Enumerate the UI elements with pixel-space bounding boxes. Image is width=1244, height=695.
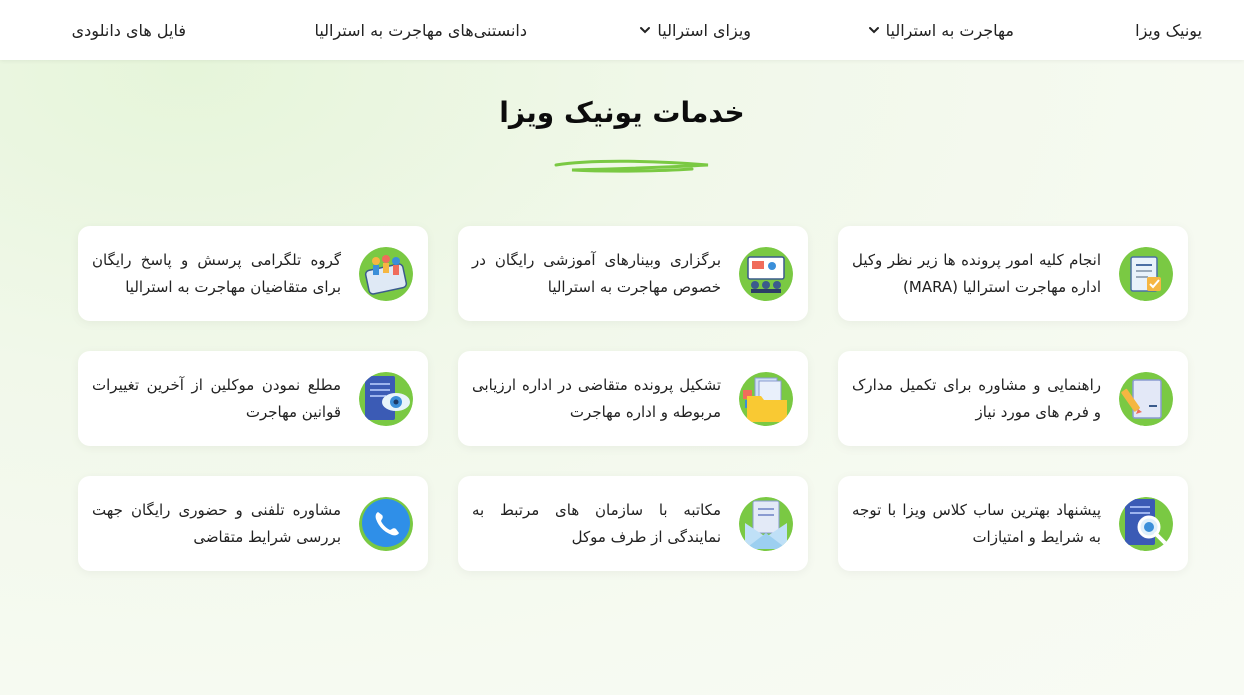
service-card [838, 351, 1188, 446]
service-text: گروه تلگرامی پرسش و پاسخ رایگان برای متقاضیان مهاجرت به استرالیا [92, 250, 341, 296]
service-text: انجام کلیه امور پرونده ها زیر نظر وکیل اداره مهاجرت استرالیا (MARA) [852, 250, 1101, 296]
service-text: راهنمایی و مشاوره برای تکمیل مدارک و فرم های مورد نیاز [852, 375, 1101, 421]
nav-item-downloads[interactable] [72, 0, 186, 60]
nav-item-label: دانستنی‌های مهاجرت به استرالیا [314, 20, 527, 40]
document-checklist-icon [1119, 247, 1173, 301]
phone-chat-icon [359, 497, 413, 551]
service-text: تشکیل پرونده متقاضی در اداره ارزیابی مربوطه و اداره مهاجرت [472, 375, 721, 421]
service-card [78, 226, 428, 321]
nav-item-knowledge[interactable] [314, 0, 527, 60]
nav-item-visa[interactable] [639, 0, 751, 60]
title-underline-decoration [552, 155, 712, 179]
group-chat-icon [359, 247, 413, 301]
service-card [838, 476, 1188, 571]
service-card [78, 351, 428, 446]
service-card [78, 476, 428, 571]
nav-item-label: فایل های دانلودی [71, 20, 186, 40]
nav-brand-link[interactable] [1135, 0, 1202, 60]
service-card [458, 351, 808, 446]
nav-item-label: ویزای استرالیا [657, 20, 751, 40]
chevron-down-icon [639, 24, 651, 36]
document-search-icon [1119, 497, 1173, 551]
nav-brand-label: یونیک ویزا [1135, 20, 1202, 40]
nav-item-immigration[interactable] [868, 0, 1014, 60]
document-eye-icon [359, 372, 413, 426]
nav-item-label: مهاجرت به استرالیا [885, 20, 1014, 40]
service-text: مکاتبه با سازمان های مرتبط به نمایندگی از طرف موکل [472, 500, 721, 546]
chevron-down-icon [868, 24, 880, 36]
service-text: مطلع نمودن موکلین از آخرین تغییرات قوانین مهاجرت [92, 375, 341, 421]
service-card [838, 226, 1188, 321]
top-navbar [0, 0, 1244, 60]
service-text: مشاوره تلفنی و حضوری رایگان جهت بررسی شرایط متقاضی [92, 500, 341, 546]
service-card [458, 476, 808, 571]
section-title: خدمات یونیک ویزا [499, 96, 745, 129]
service-text: پیشنهاد بهترین ساب کلاس ویزا با توجه به شرایط و امتیازات [852, 500, 1101, 546]
mail-letter-icon [739, 497, 793, 551]
webinar-presentation-icon [739, 247, 793, 301]
service-text: برگزاری وبینارهای آموزشی رایگان در خصوص مهاجرت به استرالیا [472, 250, 721, 296]
form-pencil-icon [1119, 372, 1173, 426]
service-card [458, 226, 808, 321]
folder-documents-icon [739, 372, 793, 426]
